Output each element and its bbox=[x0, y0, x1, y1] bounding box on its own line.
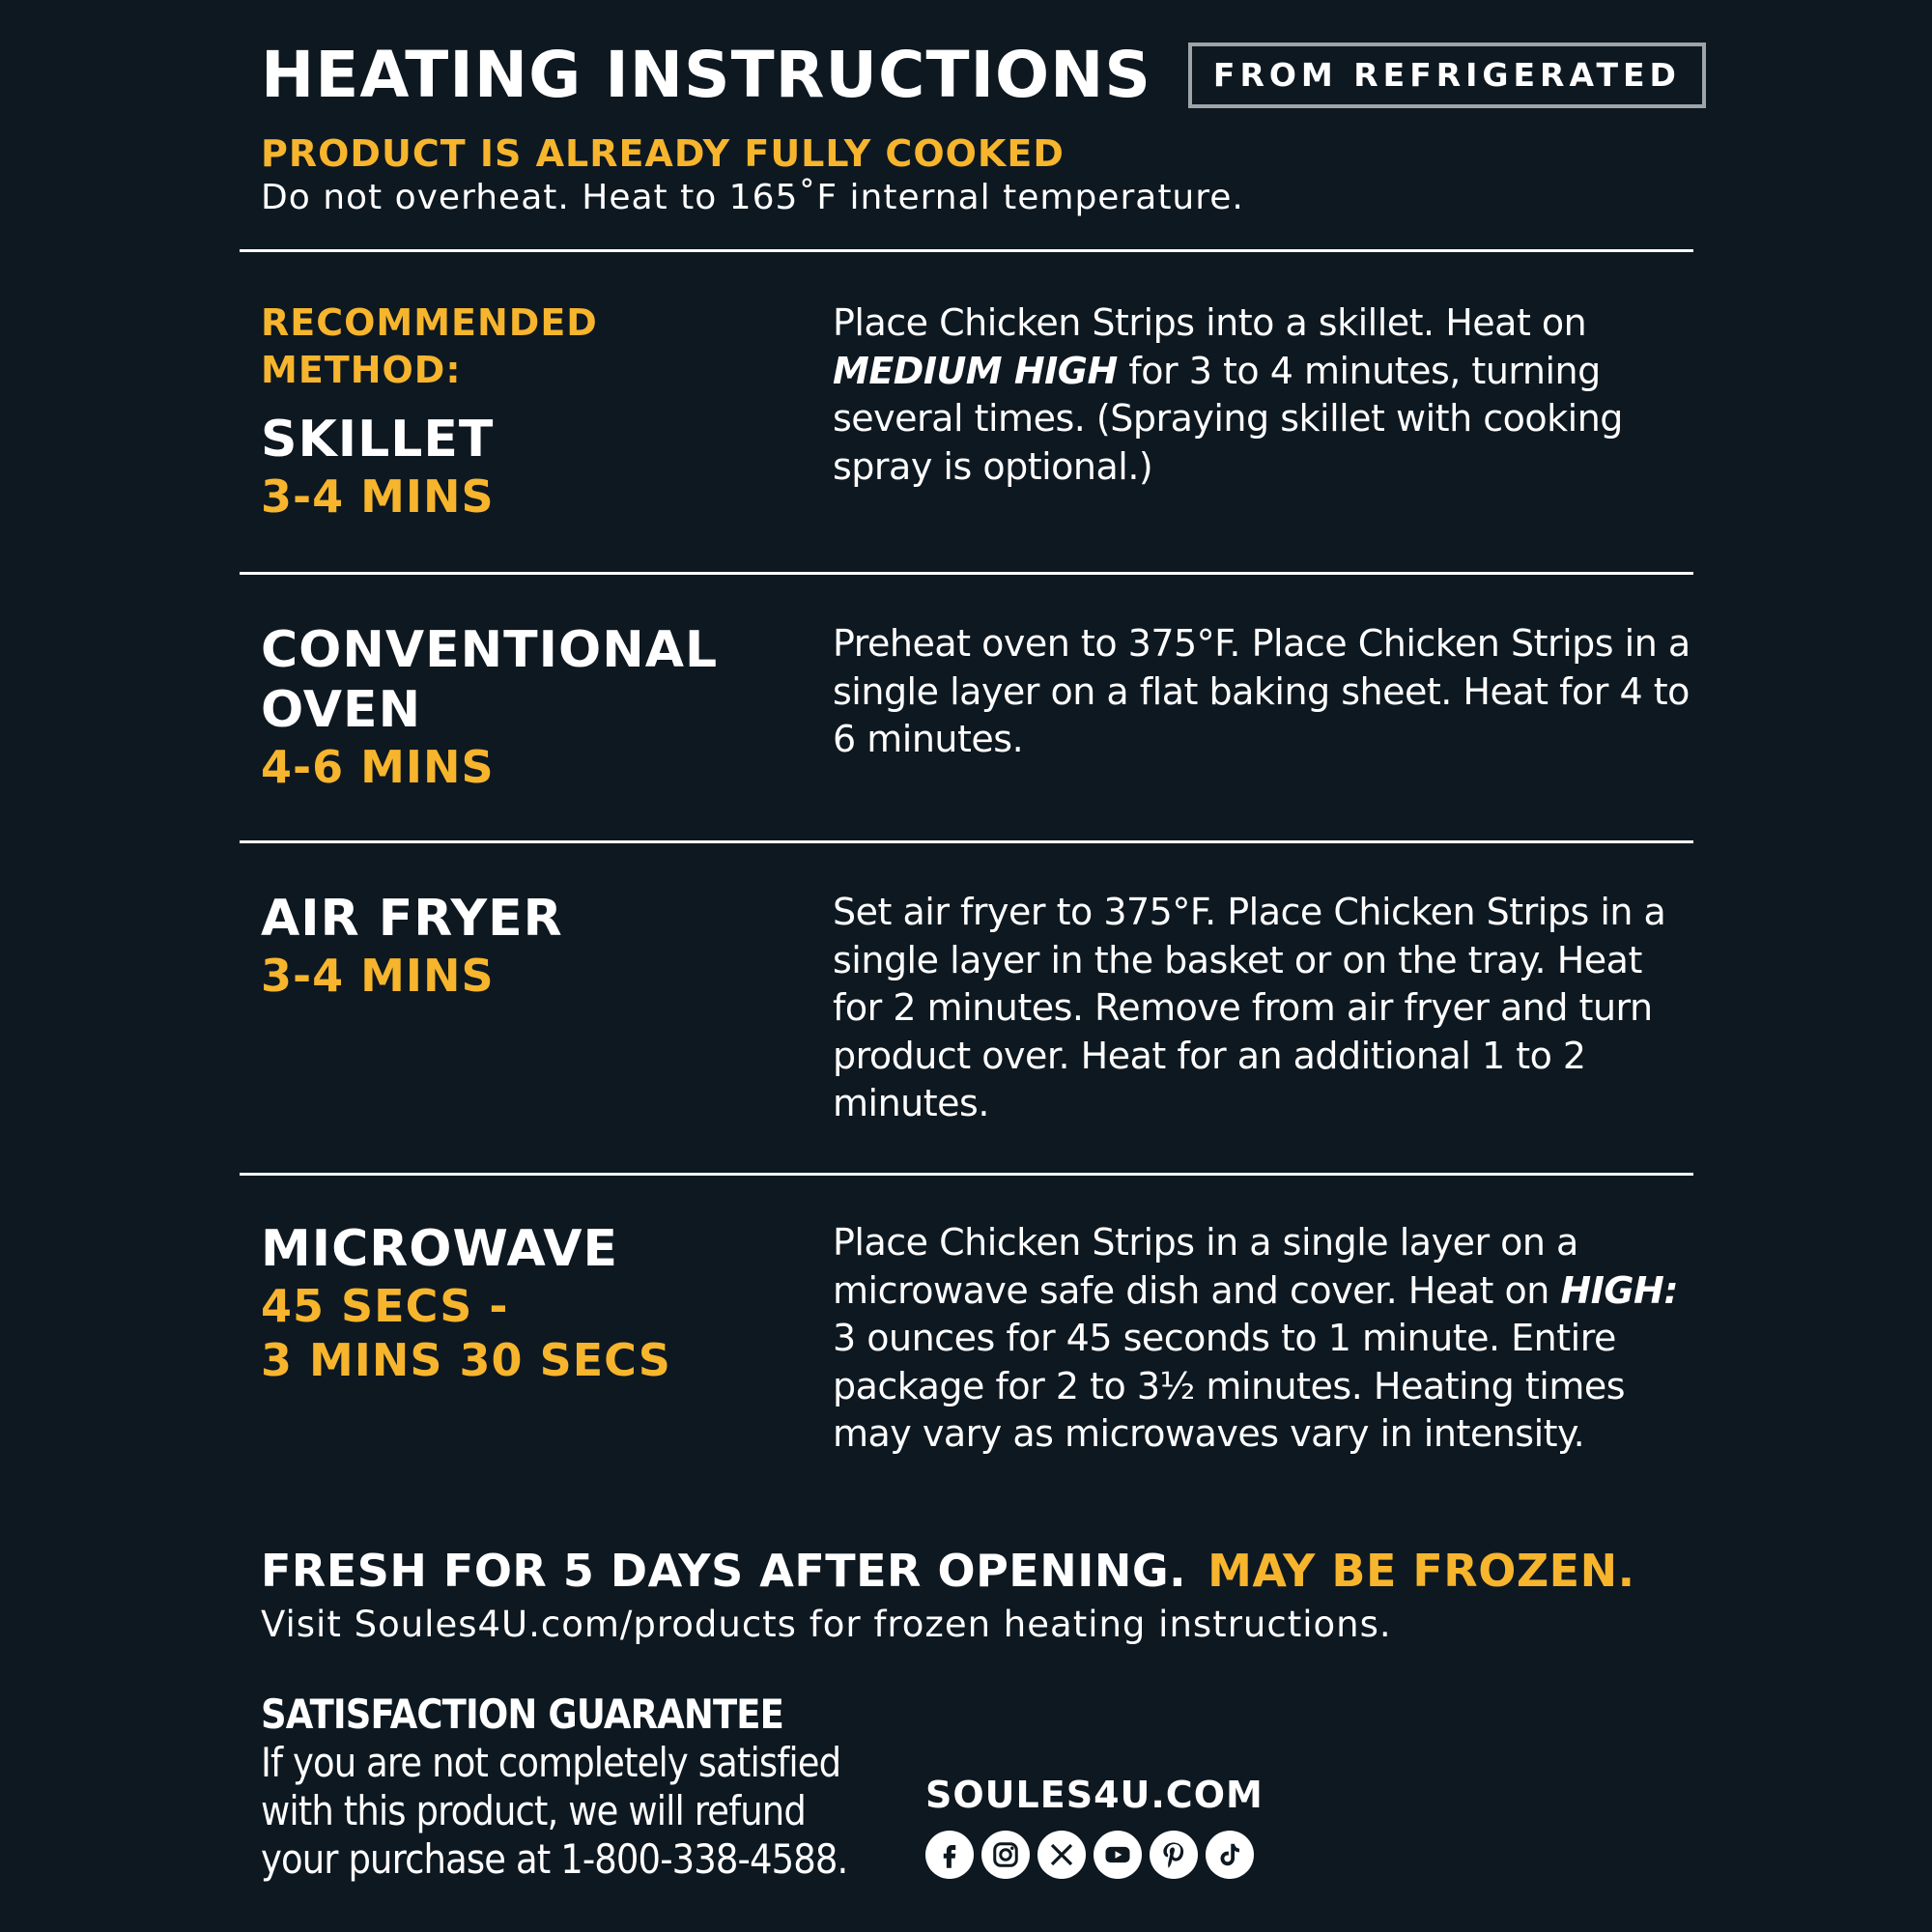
header bbox=[261, 37, 1700, 220]
airfryer-time: 3-4 MINS bbox=[261, 950, 495, 1002]
skillet-desc-pre: Place Chicken Strips into a skillet. Heat on bbox=[833, 301, 1587, 344]
freshness-notice bbox=[261, 1543, 1635, 1599]
oven-method-line1: CONVENTIONAL bbox=[261, 621, 719, 679]
microwave-time-line1: 45 SECS - bbox=[261, 1280, 509, 1332]
guarantee-title: SATISFACTION GUARANTEE bbox=[261, 1690, 784, 1738]
oven-description: Preheat oven to 375°F. Place Chicken Strips in a single layer on a flat baking sheet. Heat for 4 to 6 minutes. bbox=[833, 622, 1690, 760]
skillet-description bbox=[833, 299, 1702, 491]
divider bbox=[240, 840, 1693, 843]
microwave-description bbox=[833, 1219, 1702, 1459]
microwave-desc-bold: HIGH: bbox=[1560, 1268, 1679, 1312]
instagram-icon[interactable] bbox=[981, 1831, 1030, 1879]
skillet-method: SKILLET bbox=[261, 411, 495, 469]
may-be-frozen-text: MAY BE FROZEN. bbox=[1208, 1545, 1635, 1597]
skillet-desc-bold: MEDIUM HIGH bbox=[833, 349, 1118, 392]
website-link[interactable]: SOULES4U.COM bbox=[925, 1774, 1264, 1816]
oven-time: 4-6 MINS bbox=[261, 741, 495, 793]
youtube-icon[interactable] bbox=[1094, 1831, 1142, 1879]
divider bbox=[240, 572, 1693, 575]
guarantee-text: If you are not completely satisfied with this product, we will refund your purchase at 1-800-338-4588. bbox=[261, 1739, 848, 1883]
tiktok-icon[interactable] bbox=[1206, 1831, 1254, 1879]
skillet-time: 3-4 MINS bbox=[261, 470, 495, 523]
airfryer-heading bbox=[261, 889, 802, 1003]
divider bbox=[240, 249, 1693, 252]
recommended-label-line1: RECOMMENDED bbox=[261, 301, 598, 344]
oven-heading bbox=[261, 620, 802, 794]
temperature-notice: Do not overheat. Heat to 165˚F internal temperature. bbox=[261, 178, 1244, 217]
microwave-heading bbox=[261, 1219, 802, 1387]
fully-cooked-notice: PRODUCT IS ALREADY FULLY COOKED bbox=[261, 132, 1065, 175]
divider bbox=[240, 1173, 1693, 1176]
oven-method-line2: OVEN bbox=[261, 681, 422, 739]
page-title: HEATING INSTRUCTIONS bbox=[261, 38, 1151, 112]
microwave-desc-post: 3 ounces for 45 seconds to 1 minute. Entire package for 2 to 3½ minutes. Heating times may vary as microwaves vary in intensity. bbox=[833, 1317, 1626, 1455]
visit-website-text: Visit Soules4U.com/products for frozen heating instructions. bbox=[261, 1604, 1392, 1645]
refrigerated-badge: FROM REFRIGERATED bbox=[1188, 43, 1706, 108]
skillet-desc-post: for 3 to 4 minutes, turning several times. (Spraying skillet with cooking spray is optional.) bbox=[833, 349, 1623, 488]
recommended-label-line2: METHOD: bbox=[261, 349, 462, 391]
microwave-time-line2: 3 MINS 30 SECS bbox=[261, 1334, 671, 1386]
pinterest-icon[interactable] bbox=[1150, 1831, 1198, 1879]
microwave-desc-pre: Place Chicken Strips in a single layer on a microwave safe dish and cover. Heat on bbox=[833, 1221, 1578, 1312]
x-icon[interactable] bbox=[1037, 1831, 1086, 1879]
facebook-icon[interactable] bbox=[925, 1831, 974, 1879]
airfryer-method: AIR FRYER bbox=[261, 890, 563, 948]
social-icons bbox=[925, 1831, 1254, 1879]
microwave-method: MICROWAVE bbox=[261, 1220, 619, 1278]
title-row bbox=[261, 37, 1700, 114]
skillet-heading bbox=[261, 299, 802, 524]
airfryer-description: Set air fryer to 375°F. Place Chicken Strips in a single layer in the basket or on the tray. Heat for 2 minutes. Remove from air fryer and turn product over. Heat for an additional 1 to 2 minutes. bbox=[833, 891, 1666, 1124]
fresh-text: FRESH FOR 5 DAYS AFTER OPENING. bbox=[261, 1545, 1187, 1597]
